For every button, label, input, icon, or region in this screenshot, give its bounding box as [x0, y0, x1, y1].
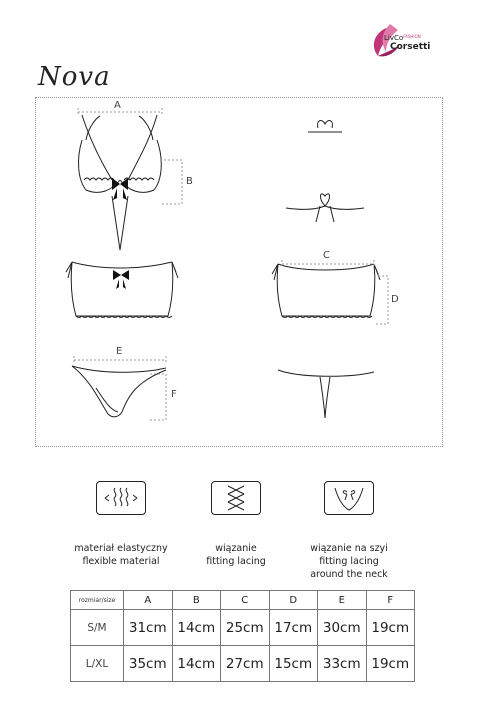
bra-front-drawing [79, 115, 162, 250]
size-col-c: C [221, 591, 270, 610]
brand-name-line2: Corsetti [390, 42, 431, 52]
size-value: 31cm [124, 610, 173, 646]
size-value: 17cm [269, 610, 318, 646]
neck-tie-icon [324, 481, 374, 515]
size-value: 19cm [366, 646, 415, 682]
lacing-icon [211, 481, 261, 515]
size-value: 15cm [269, 646, 318, 682]
size-table-header [71, 591, 415, 610]
size-col-a: A [124, 591, 173, 610]
size-value: 30cm [318, 610, 367, 646]
size-table [70, 590, 415, 682]
size-col-f: F [366, 591, 415, 610]
size-value: 14cm [172, 610, 221, 646]
size-value: 27cm [221, 646, 270, 682]
feature-neck-lacing: wiązanie na szyi fitting lacing around the neck [310, 543, 388, 580]
size-value: 14cm [172, 646, 221, 682]
size-value: 19cm [366, 610, 415, 646]
dim-label-f: F [171, 389, 177, 400]
dim-label-a: A [114, 100, 121, 111]
table-row [71, 646, 415, 682]
size-table-corner: rozmiar/size [71, 591, 124, 610]
size-value: 33cm [318, 646, 367, 682]
dim-label-c: C [323, 250, 330, 261]
bra-back-drawing [286, 121, 364, 222]
size-label: S/M [71, 610, 124, 646]
thong-back-drawing [278, 370, 374, 418]
skirt-front-drawing [66, 262, 178, 318]
skirt-back-drawing [272, 264, 380, 318]
size-value: 25cm [221, 610, 270, 646]
size-value: 35cm [124, 646, 173, 682]
elastic-material-icon [96, 481, 146, 515]
product-title: Nova [38, 62, 111, 92]
size-col-e: E [318, 591, 367, 610]
dim-label-b: B [186, 176, 193, 187]
dim-label-e: E [116, 346, 123, 357]
size-col-b: B [172, 591, 221, 610]
size-col-d: D [269, 591, 318, 610]
table-row [71, 610, 415, 646]
feature-fitting-lacing: wiązanie fitting lacing [206, 543, 266, 567]
size-label: L/XL [71, 646, 124, 682]
brand-name-line1: LivCo$^{FASHION}$ [384, 34, 421, 42]
dim-label-d: D [391, 294, 399, 305]
feature-flexible-material: materiał elastyczny flexible material [74, 543, 168, 567]
